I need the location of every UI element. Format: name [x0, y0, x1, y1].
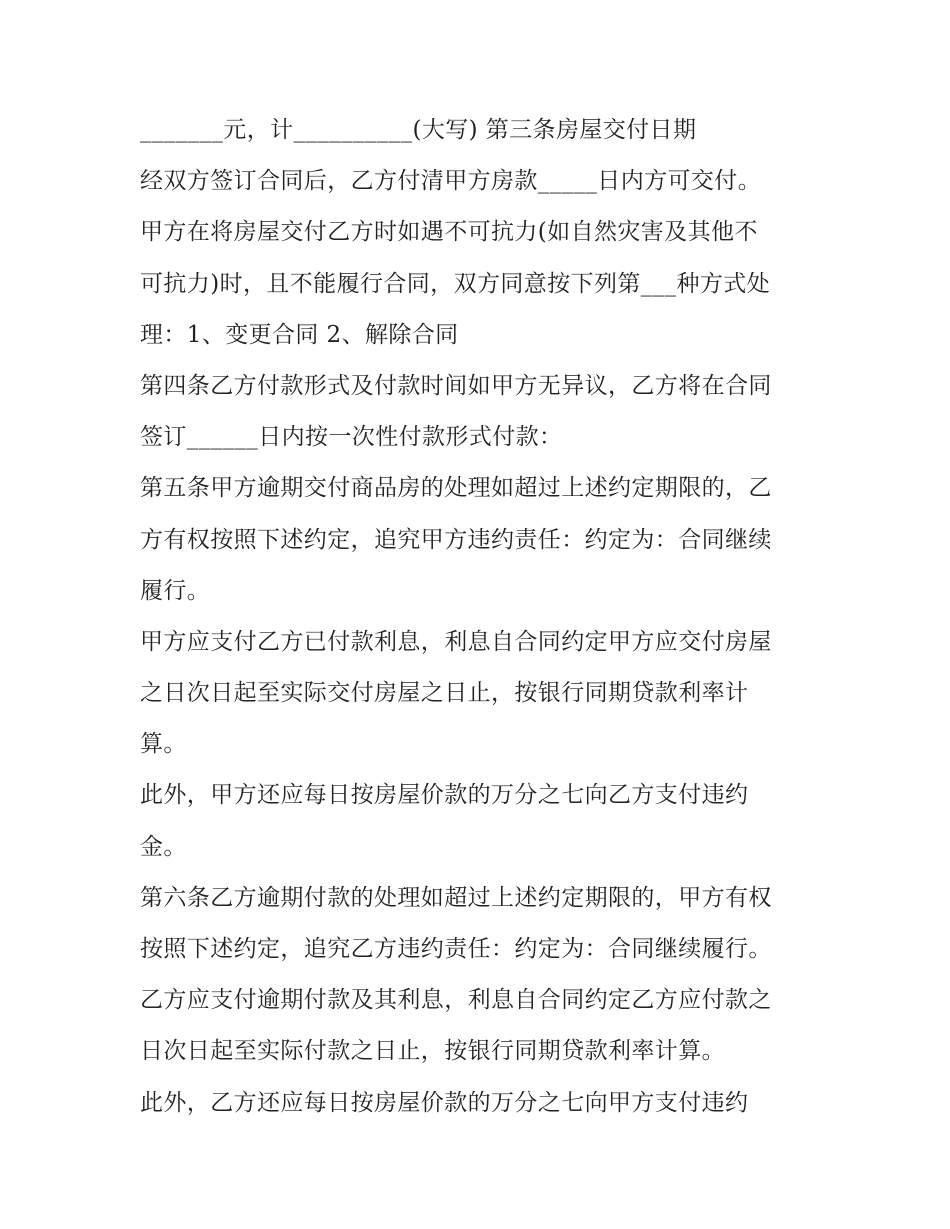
text-line: 第五条甲方逾期交付商品房的处理如超过上述约定期限的，乙	[140, 475, 772, 502]
text-line: 按照下述约定，追究乙方违约责任：约定为：合同继续履行。	[140, 936, 772, 962]
text-line: 可抗力)时，且不能履行合同，双方同意按下列第___种方式处	[140, 270, 771, 297]
text-line: 此外，甲方还应每日按房屋价款的万分之七向乙方支付违约	[140, 782, 749, 809]
text-line: 甲方应支付乙方已付款利息，利息自合同约定甲方应交付房屋	[140, 628, 772, 655]
text-line: 日次日起至实际付款之日止，按银行同期贷款利率计算。	[140, 1038, 725, 1065]
text-line: 签订______日内按一次性付款形式付款：	[140, 424, 563, 451]
text-line: 算。	[140, 731, 187, 758]
text-line: 理：1、变更合同 2、解除合同	[140, 321, 459, 348]
text-line: 经双方签订合同后，乙方付清甲方房款_____日内方可交付。	[140, 168, 762, 195]
text-line: 乙方应支付逾期付款及其利息，利息自合同约定乙方应付款之	[140, 987, 772, 1014]
text-line: 金。	[140, 833, 187, 860]
text-line: _______元，计__________(大写) 第三条房屋交付日期	[140, 117, 697, 143]
text-line: 第六条乙方逾期付款的处理如超过上述约定期限的，甲方有权	[140, 884, 772, 911]
text-line: 之日次日起至实际交付房屋之日止，按银行同期贷款利率计	[140, 680, 749, 707]
text-line: 甲方在将房屋交付乙方时如遇不可抗力(如自然灾害及其他不	[140, 219, 758, 246]
text-line: 履行。	[140, 577, 211, 604]
document-body	[140, 105, 830, 1129]
text-line: 第四条乙方付款形式及付款时间如甲方无异议，乙方将在合同	[140, 372, 772, 399]
text-line: 此外，乙方还应每日按房屋价款的万分之七向甲方支付违约	[140, 1089, 749, 1116]
text-line: 方有权按照下述约定，追究甲方违约责任：约定为：合同继续	[140, 526, 772, 553]
